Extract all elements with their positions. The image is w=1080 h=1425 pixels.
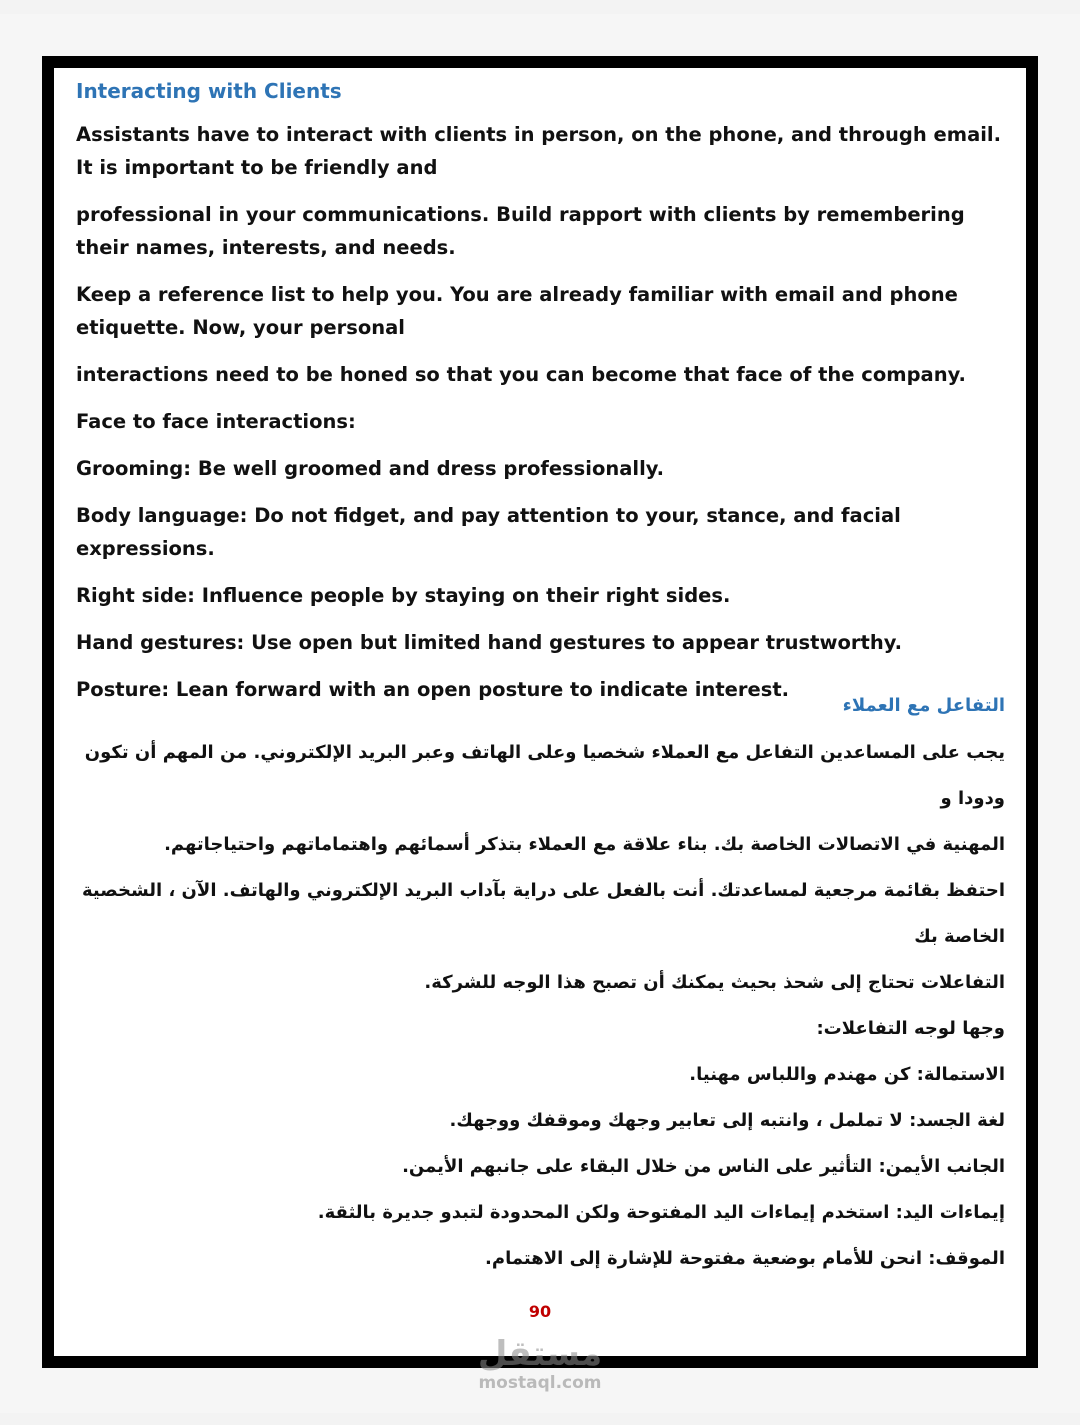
arabic-heading: التفاعل مع العملاء bbox=[842, 695, 1005, 716]
arabic-paragraph: وجها لوجه التفاعلات: bbox=[816, 1018, 1005, 1039]
english-paragraph: professional in your communications. Build rapport with clients by remembering their names, interests, and needs. bbox=[76, 203, 965, 259]
arabic-paragraph: المهنية في الاتصالات الخاصة بك. بناء علاقة مع العملاء بتذكر أسمائهم واهتماماتهم واحتياجاتهم. bbox=[164, 834, 1005, 855]
watermark-arabic: مستقل bbox=[477, 1334, 603, 1374]
page-content bbox=[53, 67, 1027, 1357]
english-paragraph: Hand gestures: Use open but limited hand gestures to appear trustworthy. bbox=[76, 631, 903, 654]
arabic-paragraph: يجب على المساعدين التفاعل مع العملاء شخصيا وعلى الهاتف وعبر البريد الإلكتروني. من المهم أن تكون ودودا و bbox=[84, 742, 1005, 809]
watermark-logo bbox=[470, 1334, 610, 1392]
arabic-paragraph: الجانب الأيمن: التأثير على الناس من خلال البقاء على جانبهم الأيمن. bbox=[402, 1156, 1005, 1177]
english-paragraph: Assistants have to interact with clients in person, on the phone, and through email. It is important to be friendly and bbox=[76, 123, 1002, 179]
english-paragraph: interactions need to be honed so that you can become that face of the company. bbox=[76, 363, 966, 386]
watermark-latin: mostaql.com bbox=[478, 1373, 602, 1393]
english-paragraph: Posture: Lean forward with an open posture to indicate interest. bbox=[76, 678, 790, 701]
english-section bbox=[76, 78, 1016, 720]
english-paragraph: Grooming: Be well groomed and dress professionally. bbox=[76, 457, 665, 480]
arabic-paragraph: احتفظ بقائمة مرجعية لمساعدتك. أنت بالفعل على دراية بآداب البريد الإلكتروني والهاتف. الآن ، الشخصية الخاصة بك bbox=[81, 880, 1005, 947]
english-paragraph: Face to face interactions: bbox=[76, 410, 356, 433]
english-paragraph: Body language: Do not fidget, and pay attention to your, stance, and facial expressions. bbox=[76, 504, 901, 560]
arabic-paragraph: التفاعلات تحتاج إلى شحذ بحيث يمكنك أن تصبح هذا الوجه للشركة. bbox=[424, 972, 1005, 993]
page-number: 90 bbox=[528, 1302, 552, 1321]
english-paragraph: Right side: Influence people by staying on their right sides. bbox=[76, 584, 731, 607]
arabic-paragraph: إيماءات اليد: استخدم إيماءات اليد المفتوحة ولكن المحدودة لتبدو جديرة بالثقة. bbox=[317, 1202, 1005, 1223]
english-paragraph: Keep a reference list to help you. You are already familiar with email and phone etiquette. Now, your personal bbox=[76, 283, 958, 339]
document-page bbox=[42, 56, 1038, 1368]
arabic-section bbox=[65, 694, 1005, 1282]
top-strip bbox=[0, 0, 1080, 14]
arabic-paragraph: لغة الجسد: لا تململ ، وانتبه إلى تعابير وجهك وموقفك ووجهك. bbox=[449, 1110, 1005, 1131]
bottom-strip bbox=[0, 1413, 1080, 1425]
arabic-paragraph: الموقف: انحن للأمام بوضعية مفتوحة للإشارة إلى الاهتمام. bbox=[485, 1248, 1005, 1269]
english-heading: Interacting with Clients bbox=[76, 79, 342, 103]
arabic-paragraph: الاستمالة: كن مهندم واللباس مهنيا. bbox=[689, 1064, 1005, 1085]
